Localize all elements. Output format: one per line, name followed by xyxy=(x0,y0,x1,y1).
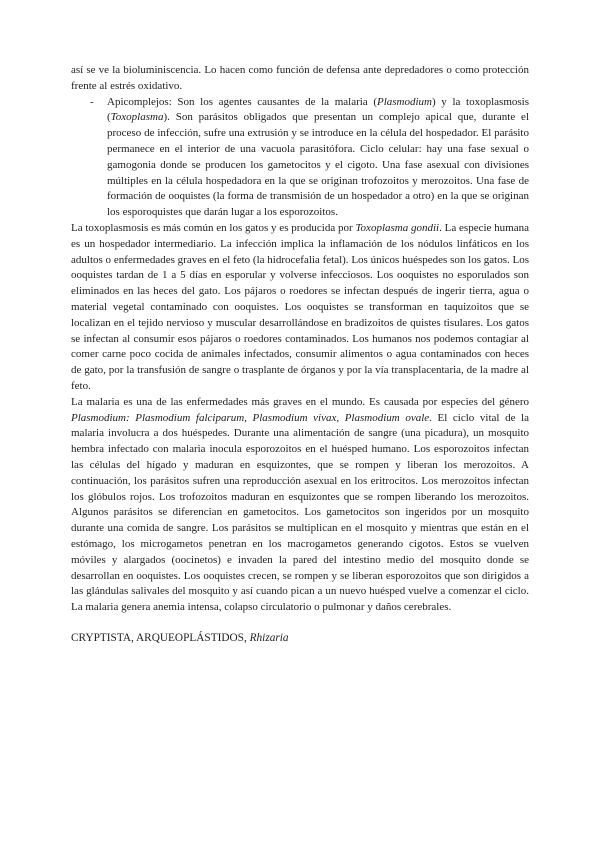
paragraph-apicomplejos: Apicomplejos: Son los agentes causantes de la malaria (Plasmodium) y la toxoplasmosis (Toxoplasma). Son parásitos obligados que presentan un complejo apical que, durante el proceso de infección, sufre una extrusión y se introduce en la célula del hospedador. El parásito permanece en el interior de una vacuola parasitófora. Ciclo celular: hay una fase sexual o gamogonia donde se producen los gametocitos y el cigoto. Una fase asexual con divisiones múltiples en la célula hospedadora en la que se originan trofozoitos y merozoitos. Una fase de formación de ooquistes (la forma de transmisión de un hospedador a otro) en la que se originan los esporoquistes que darán lugar a los esporozoitos. xyxy=(107,95,529,219)
paragraph-malaria: La malaria es una de las enfermedades más graves en el mundo. Es causada por especies del género Plasmodium: Plasmodium falciparum, Plasmodium vivax, Plasmodium ovale. El ciclo vital de la malaria involucra a dos huéspedes. Durante una alimentación de sangre (una picadura), un mosquito hembra infectado con malaria inocula esporozoitos en el huésped humano. Los esporozoitos infectan las células del hígado y maduran en esquizontes, que se rompen y liberan los merozoitos. A continuación, los parásitos sufren una reproducción asexual en los eritrocitos. Los merozoitos infectan los glóbulos rojos. Los trofozoitos maduran en esquizontes que se rompen liberando los merozoitos. Algunos parásitos se diferencian en gametocitos. Los gametocitos son ingeridos por un mosquito durante una comida de sangre. Los parásitos se multiplican en el mosquito y mientras que están en el estómago, los microgametos penetran en los macrogametos generando cigotos. Estos se vuelven móviles y alargados (oocinetos) e invaden la pared del intestino medio del mosquito donde se desarrollan en ooquistes. Los ooquistes crecen, se rompen y se liberan esporozoitos que son dirigidos a las glándulas salivales del mosquito y así cuando pican a un nuevo huésped vuelve a comenzar el ciclo. La malaria genera anemia intensa, colapso circulatorio o pulmonar y daños cerebrales. xyxy=(71,395,529,614)
bullet-marker: - xyxy=(90,95,94,108)
section-heading: CRYPTISTA, ARQUEOPLÁSTIDOS, Rhizaria xyxy=(71,631,289,644)
paragraph-bioluminiscencia: así se ve la bioluminiscencia. Lo hacen como función de defensa ante depredadores o como protección frente al estrés oxidativo. xyxy=(71,64,529,92)
paragraph-toxoplasmosis: La toxoplasmosis es más común en los gatos y es producida por Toxoplasma gondii. La especie humana es un hospedador intermediario. La infección implica la inflamación de los nódulos linfáticos en los adultos o enfermedades graves en el feto (la hidrocefalia fetal). Los únicos huéspedes son los gatos. Los ooquistes tardan de 1 a 5 días en esporular y volverse infecciosos. Los ooquistes no esporulados son eliminados en las heces del gato. Los pájaros o roedores se infectan después de ingerir tierra, agua o material vegetal contaminado con ooquistes. Los ooquistes se transforman en taquizoitos que se localizan en el tejido nervioso y muscular desarrollándose en bradizoitos de quistes tisulares. Los gatos se infectan al consumir esos pájaros o roedores contaminados. Los humanos nos podemos contagiar al comer carne poco cocida de animales infectados, consumir alimentos o agua contaminados con heces de gato, por la transfusión de sangre o trasplante de órganos y por la vía transplacentaria, de la madre al feto. xyxy=(71,221,529,392)
list-item-apicomplejos xyxy=(71,95,529,221)
